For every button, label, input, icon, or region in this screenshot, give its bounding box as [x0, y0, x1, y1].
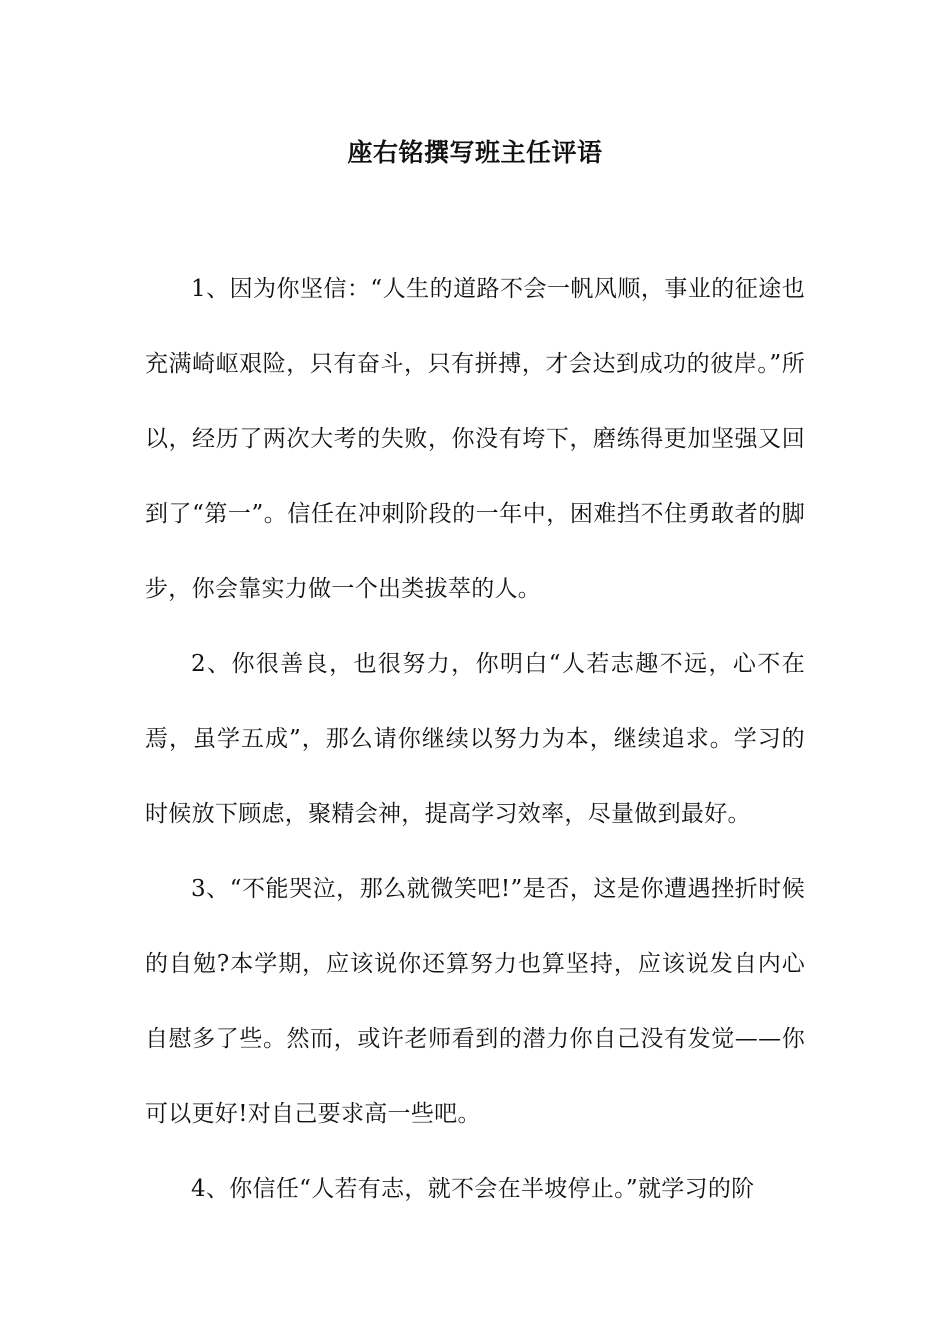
paragraph-3: 3、“不能哭泣，那么就微笑吧!”是否，这是你遭遇挫折时候的自勉?本学期，应该说你还算努力也算坚持，应该说发自内心自慰多了些。然而，或许老师看到的潜力你自己没有发觉——你可以更好!对自己要求高一些吧。	[145, 876, 805, 1127]
paragraph-2: 2、你很善良，也很努力，你明白“人若志趣不远，心不在焉，虽学五成”，那么请你继续以努力为本，继续追求。学习的时候放下顾虑，聚精会神，提高学习效率，尽量做到最好。	[145, 651, 805, 827]
document-body	[145, 252, 805, 1227]
document-title: 座右铭撰写班主任评语	[347, 138, 603, 167]
paragraph-1: 1、因为你坚信：“人生的道路不会一帆风顺，事业的征途也充满崎岖艰险，只有奋斗，只有拼搏，才会达到成功的彼岸。”所以，经历了两次大考的失败，你没有垮下，磨练得更加坚强又回到了“第一”。信任在冲刺阶段的一年中，困难挡不住勇敢者的脚步，你会靠实力做一个出类拔萃的人。	[145, 276, 805, 602]
paragraph-4: 4、你信任“人若有志，就不会在半坡停止。”就学习的阶	[191, 1176, 755, 1202]
